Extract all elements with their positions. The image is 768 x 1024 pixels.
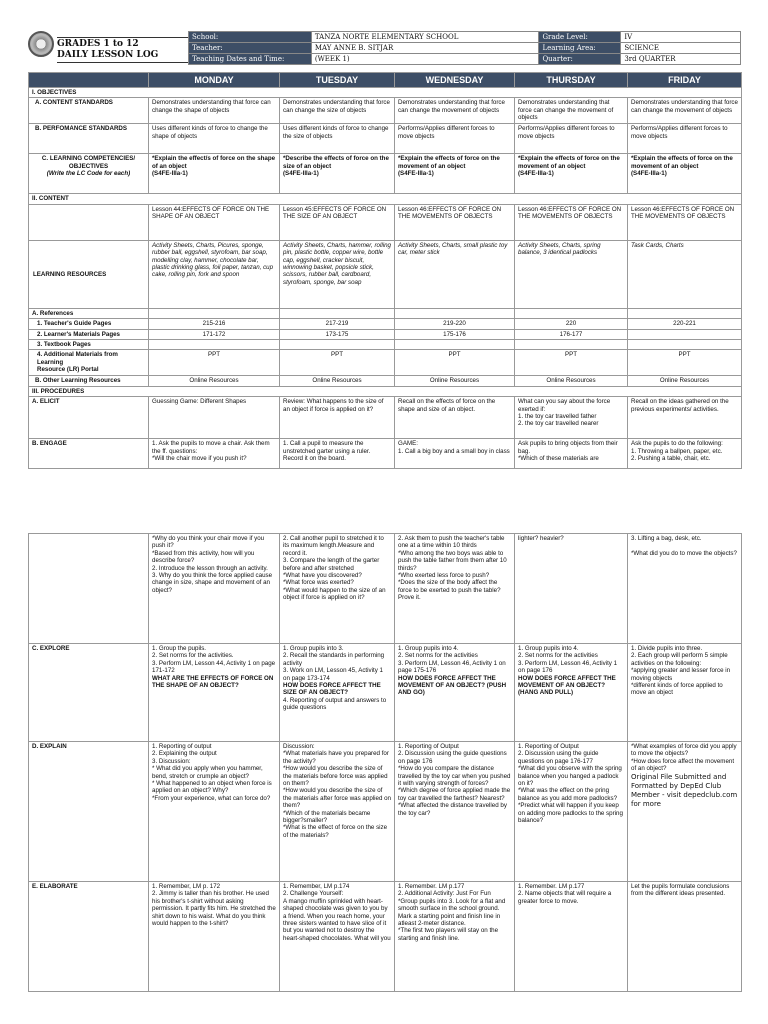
row-other-resources [29,376,742,386]
cell: PPT [395,350,515,376]
section-label: II. CONTENT [29,194,742,204]
watermark-text: Original File Submitted and Formatted by DepEd Club Member - visit depedclub.com for more [631,772,738,808]
section-objectives [29,88,742,98]
cell: Online Resources [280,376,395,386]
cell: 173-175 [280,329,395,339]
row-elaborate [29,882,742,992]
row-label: B. Other Learning Resources [29,376,149,386]
row-explore [29,644,742,742]
cell-text: 1. Group the pupils. 2. Set norms for the activities. 3. Perform LM, Lesson 44, Activity 1 on page 171-172 [152,645,276,675]
cell: GAME: 1. Call a big boy and a small boy in class [395,439,515,469]
row-tg-pages [29,319,742,329]
cell [280,644,395,742]
lesson-log-page-1 [0,0,768,505]
cell: 1. Reporting of Output 2. Discussion using the guide questions on page 176 *How do you compare the distance travelled by the toy car when you pushed it with varying strength of forces? *Which degree of force applied made the toy car travelled the farthest? Nearest? *What affected the distance travelled by the toy car? [395,742,515,882]
lesson-table-page-2 [28,533,742,992]
row-learning-resources [29,240,742,308]
cell: Let the pupils formulate conclusions from the different ideas presented. [628,882,742,992]
grade-level-label: Grade Level: [539,32,621,43]
day-header-row [29,73,742,88]
cell: Demonstrates understanding that force can change the movement of objects [628,98,742,124]
header-info-grid [188,31,741,65]
cell: Lesson 46:EFFECTS OF FORCE ON THE MOVEMENTS OF OBJECTS [628,204,742,240]
learning-area-label: Learning Area: [539,43,621,54]
cell: 1. Remember. LM p.177 2. Name objects that will require a greater force to move. [515,882,628,992]
row-label: 2. Learner's Materials Pages [29,329,149,339]
cell-bold-text: HOW DOES FORCE AFFECT THE MOVEMENT OF AN OBJECT? (PUSH AND GO) [398,674,507,697]
competencies-sublabel: (Write the LC Code for each) [46,170,131,178]
cell: Demonstrates understanding that force can change the movement of objects [395,98,515,124]
teacher-value: MAY ANNE B. SITJAR [311,43,539,54]
day-wednesday: WEDNESDAY [395,73,515,88]
cell-text: *What examples of force did you apply to move the objects? *How does force affect the movement of an object? [631,743,737,773]
cell: Performs/Applies different forces to move objects [395,124,515,154]
cell: Ask pupils to bring objects from their bag. *Which of these materials are [515,439,628,469]
row-explain [29,742,742,882]
cell: PPT [149,350,280,376]
cell: Recall on the ideas gathered on the previous experiments/ activities. [628,397,742,439]
cell: 1. Reporting of output 2. Explaining the output 3. Discussion: * What did you apply when you hammer, bend, stretch or crumple an object? * What happened to an object when force is applied on an object? Why? *From your experience, what can force do? [149,742,280,882]
cell: Guessing Game: Different Shapes [149,397,280,439]
cell: PPT [628,350,742,376]
row-competencies [29,154,742,194]
row-label: 4. Additional Materials from Learning Resource (LR) Portal [29,350,149,376]
day-thursday: THURSDAY [515,73,628,88]
deped-seal-icon [28,31,54,57]
cell: Lesson 44:EFFECTS OF FORCE ON THE SHAPE OF AN OBJECT [149,204,280,240]
row-label: E. ELABORATE [29,882,149,992]
section-content [29,194,742,204]
cell: Performs/Applies different forces to move objects [515,124,628,154]
quarter-label: Quarter: [539,54,621,65]
cell: PPT [280,350,395,376]
cell: Recall on the effects of force on the shape and size of an object. [395,397,515,439]
cell: 220-221 [628,319,742,329]
row-label: 1. Teacher's Guide Pages [29,319,149,329]
row-label: A. CONTENT STANDARDS [29,98,149,124]
day-monday: MONDAY [149,73,280,88]
teacher-label: Teacher: [189,43,312,54]
cell [149,644,280,742]
row-textbook-pages [29,340,742,350]
cell: 1. Ask the pupils to move a chair. Ask them the ff. questions: *Will the chair move if you push it? [149,439,280,469]
cell: Activity Sheets, Charts, small plastic toy car, meter stick [395,240,515,308]
row-elicit [29,397,742,439]
school-value: TANZA NORTE ELEMENTARY SCHOOL [311,32,539,43]
cell: 2. Call another pupil to stretched it to its maximum length.Measure and record it. 3. Compare the length of the garter before and after stretched *What have you discovered? *What force was exerted? *What would happen to the size of an object if force is applied on it? [280,534,395,644]
cell: Activity Sheets, Charts, hammer, rolling pin, plastic bottle, copper wire, bottle cap, eggshell, cracker biscuit, winnowing basket, popsicle stick, scissors, rubber ball, cardboard, styrofoam, sponge, bar soap [280,240,395,308]
cell: 1. Divide pupils into three. 2. Each group will perform 5 simple activities on the following: *applying greater and lesser force in moving objects *different kinds of force applied to move an object [628,644,742,742]
cell: 217-219 [280,319,395,329]
row-content [29,204,742,240]
cell [628,742,742,882]
cell: 1. Call a pupil to measure the unstretched garter using a ruler. Record it on the board. [280,439,395,469]
cell: *Explain the effects of force on the movement of an object (S4FE-IIIa-1) [628,154,742,194]
section-label: I. OBJECTIVES [29,88,742,98]
cell: 175-176 [395,329,515,339]
section-label: III. PROCEDURES [29,386,742,396]
row-label: 3. Textbook Pages [29,340,149,350]
cell: 3. Lifting a bag, desk, etc. *What did you do to move the objects? [628,534,742,644]
cell: 2. Ask them to push the teacher's table one at a time within 10 thirds *Who among the two boys was able to push the table father from them after 10 thirds? *Who exerted less force to push? *Does the size of the body affect the force to be exerted to push the table? Prove it. [395,534,515,644]
cell: Activity Sheets, Charts, spring balance, 3 identical padlocks [515,240,628,308]
cell: Activity Sheets, Charts, Picures, sponge, rubber ball, eggshell, styrofoam, bar soap, modelling clay, hammer, chocolate bar, plastic drinking glass, foil paper, tanzan, cup cake, rolling pin, fork and spoon [149,240,280,308]
cell: 220 [515,319,628,329]
day-tuesday: TUESDAY [280,73,395,88]
grade-level-value: IV [621,32,741,43]
cell-bold-text: HOW DOES FORCE AFFECT THE MOVEMENT OF AN OBJECT? (HANG AND PULL) [518,674,616,697]
row-label: B. PERFOMANCE STANDARDS [29,124,149,154]
cell: Review: What happens to the size of an object if force is applied on it? [280,397,395,439]
lesson-table-page-1 [28,72,742,469]
row-engage [29,439,742,469]
competencies-label: C. LEARNING COMPETENCIES/ OBJECTIVES [41,155,136,170]
cell: Demonstrates understanding that force can change the movement of objects [515,98,628,124]
title-line-2: DAILY LESSON LOG [57,50,159,60]
cell: 176-177 [515,329,628,339]
cell: *Explain the effect/s of force on the shape of an object (S4FE-IIIa-1) [149,154,280,194]
cell: Ask the pupils to do the following: 1. Throwing a ballpen, paper, etc. 2. Pushing a table, chair, etc. [628,439,742,469]
cell: Demonstrates understanding that force can change the size of objects [280,98,395,124]
quarter-value: 3rd QUARTER [621,54,741,65]
cell: Task Cards, Charts [628,240,742,308]
lesson-log-page-2 [0,533,768,1024]
row-label: LEARNING RESOURCES [29,240,149,308]
row-label [29,154,149,194]
teaching-dates-value: (WEEK 1) [311,54,539,65]
row-label: B. ENGAGE [29,439,149,469]
cell: Uses different kinds of force to change the shape of objects [149,124,280,154]
day-friday: FRIDAY [628,73,742,88]
row-label-empty [29,204,149,240]
cell: *Describe the effects of force on the size of an object (S4FE-IIIa-1) [280,154,395,194]
cell: Demonstrates understanding that force can change the shape of objects [149,98,280,124]
learning-area-value: SCIENCE [621,43,741,54]
cell: 1. Remember. LM p.177 2. Additional Activity: Just For Fun *Group pupils into 3. Look for a flat and smooth surface in the school ground. Mark a starting point and finish line in atleast 2-meter distance. *The first two players will stay on the starting and finish line. [395,882,515,992]
cell [628,329,742,339]
cell: *Explain the effects of force on the movement of an object (S4FE-IIIa-1) [395,154,515,194]
cell: Performs/Applies different forces to move objects [628,124,742,154]
section-procedures [29,386,742,396]
cell: Discussion: *What materials have you prepared for the activity? *How would you describe the size of the materials before force was applied on them? *How would you describe the size of the materials after force was applied on them? *Which of the materials became bigger?smaller? *What is the effect of force on the size of the materials? [280,742,395,882]
cell [515,644,628,742]
cell: What can you say about the force exerted if: 1. the toy car travelled father 2. the toy car travelled nearer [515,397,628,439]
title-line-1: GRADES 1 to 12 [57,39,139,49]
row-performance-standards [29,124,742,154]
cell-text-after: 4. Reporting of output and answers to guide questions [283,696,387,712]
cell: PPT [515,350,628,376]
cell [395,644,515,742]
cell-text: 1. Group pupils into 4. 2. Set norms for the activities 3. Perform LM, Lesson 46, Activity 1 on page 175-176 [398,645,506,675]
cell-bold-text: WHAT ARE THE EFFECTS OF FORCE ON THE SHAPE OF AN OBJECT? [152,674,274,690]
cell: *Explain the effects of force on the movement of an object (S4FE-IIIa-1) [515,154,628,194]
cell: 215-216 [149,319,280,329]
row-references [29,308,742,318]
cell: lighter? heavier? [515,534,628,644]
teaching-dates-label: Teaching Dates and Time: [189,54,312,65]
cell: Online Resources [149,376,280,386]
school-label: School: [189,32,312,43]
row-label: A. ELICIT [29,397,149,439]
corner-cell [29,73,149,88]
cell-text: 1. Group pupils into 3. 2. Recall the standards in performing activity 3. Work on LM, Lesson 45, Activity 1 on page 173-174 [283,645,385,682]
cell: Lesson 46:EFFECTS OF FORCE ON THE MOVEMENTS OF OBJECTS [515,204,628,240]
cell: Online Resources [515,376,628,386]
cell: Online Resources [628,376,742,386]
row-additional-materials [29,350,742,376]
cell-bold-text: HOW DOES FORCE AFFECT THE SIZE OF AN OBJECT? [283,682,381,697]
row-label: C. EXPLORE [29,644,149,742]
cell: 219-220 [395,319,515,329]
cell-text: 1. Group pupils into 4. 2. Set norms for the activities 3. Perform LM, Lesson 46, Activity 1 on page 176 [518,645,618,675]
cell: Lesson 45:EFFECTS OF FORCE ON THE SIZE OF AN OBJECT [280,204,395,240]
row-label-empty [29,534,149,644]
row-content-standards [29,98,742,124]
row-engage-continued [29,534,742,644]
row-label: D. EXPLAIN [29,742,149,882]
header [28,31,741,64]
cell: Online Resources [395,376,515,386]
row-label: A. References [29,308,149,318]
cell: Lesson 46:EFFECTS OF FORCE ON THE MOVEMENTS OF OBJECTS [395,204,515,240]
cell: 1. Remember, LM p. 172 2. Jimmy is taller than his brother. He used his brother's t-shirt without asking permission. It partly fits him. He stretched the shirt down to his waist. What do you think would happen to the t-shirt? [149,882,280,992]
cell: Uses different kinds of force to change the size of objects [280,124,395,154]
cell: *Why do you think your chair move if you push it? *Based from this activity, how will you describe force? 2. Introduce the lesson through an activity. 3. Why do you think the force applied cause change in size, shape and movement of an object? [149,534,280,644]
row-lm-pages [29,329,742,339]
cell: 1. Reporting of Output 2. Discussion using the guide questions on page 176-177 *What did you observe with the spring balance when you hanged a padlock on it? *What was the effect on the pring balance as you add more padlocks? *Predict what will happen if you keep on adding more padlocks to the spring balance? [515,742,628,882]
cell: 171-172 [149,329,280,339]
cell: 1. Remember, LM p.174 2. Challenge Yourself: A mango muffin sprinkled with heart-shaped chocolate was given to you by a friend. When you reach home, your three sisters wanted to have slice of it but you wanted not to destroy the heart-shaped chocolates. What will you [280,882,395,992]
